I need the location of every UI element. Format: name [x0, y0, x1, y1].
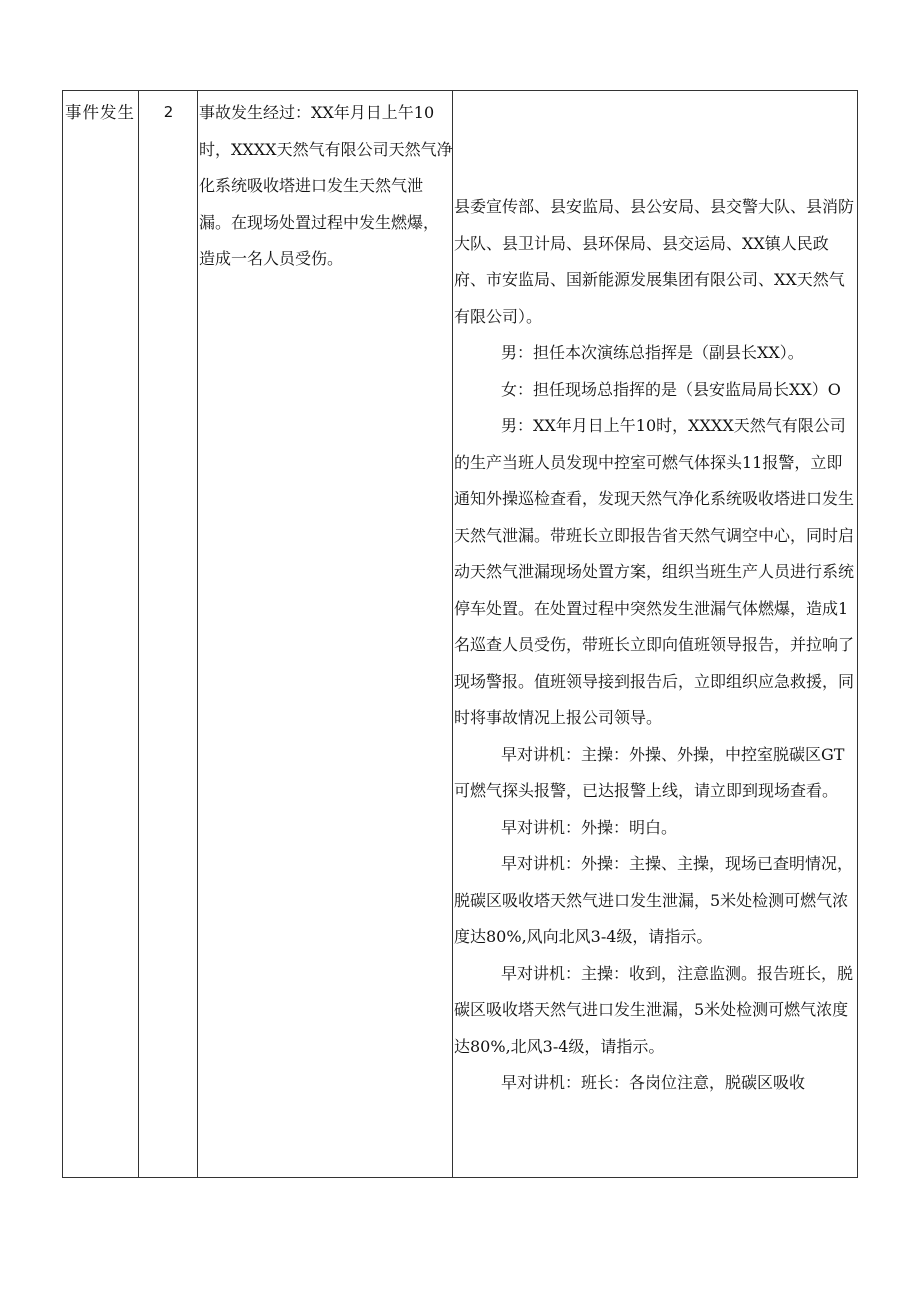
script-line: 早对讲机：班长：各岗位注意，脱碳区吸收 [501, 1073, 806, 1092]
script-line: 男：担任本次演练总指挥是（副县长XX）。 [501, 343, 804, 362]
script-line: 女：担任现场总指挥的是（县安监局局长XX）O [501, 379, 841, 399]
sequence-number-cell: 2 [163, 103, 174, 121]
script-line: 早对讲机：外操：明白。 [501, 817, 678, 837]
script-line: 早对讲机：主操：外操、外操，中控室脱碳区GT可燃气探头报警，已达报警上线，请立即到现场查看。 [454, 744, 845, 800]
participants-paragraph: 县委宣传部、县安监局、县公安局、县交警大队、县消防大队、县卫计局、县环保局、县交运局、XX镇人民政府、市安监局、国新能源发展集团有限公司、XX天然气有限公司）。 [454, 197, 855, 326]
script-table [62, 90, 858, 1178]
column-divider [138, 91, 139, 1177]
summary-cell [198, 91, 453, 278]
script-line: 男：XX年月日上午10时，XXXX天然气有限公司的生产当班人员发现中控室可燃气体探头11报警，立即通知外操巡检查看，发现天然气净化系统吸收塔进口发生天然气泄漏。带班长立即报告省天然气调空中心，同时启动天然气泄漏现场处置方案，组织当班生产人员进行系统停车处置。在处置过程中突然发生泄漏气体燃爆，造成1名巡查人员受伤，带班长立即向值班领导报告，并拉响了现场警报。值班领导接到报告后，立即组织应急救援，同时将事故情况上报公司领导。 [454, 416, 855, 727]
event-summary: 事故发生经过：XX年月日上午10时，XXXX天然气有限公司天然气净化系统吸收塔进口发生天然气泄漏。在现场处置过程中发生燃爆，造成一名人员受伤。 [199, 103, 453, 268]
script-content-cell [453, 91, 858, 1102]
category-cell: 事件发生 [65, 103, 135, 122]
script-line: 早对讲机：外操：主操、主操，现场已查明情况，脱碳区吸收塔天然气进口发生泄漏，5米处检测可燃气浓度达80%,风向北风3-4级，请指示。 [454, 854, 854, 946]
script-line: 早对讲机：主操：收到，注意监测。报告班长，脱碳区吸收塔天然气进口发生泄漏，5米处检测可燃气浓度达80%,北风3-4级，请指示。 [454, 963, 854, 1056]
